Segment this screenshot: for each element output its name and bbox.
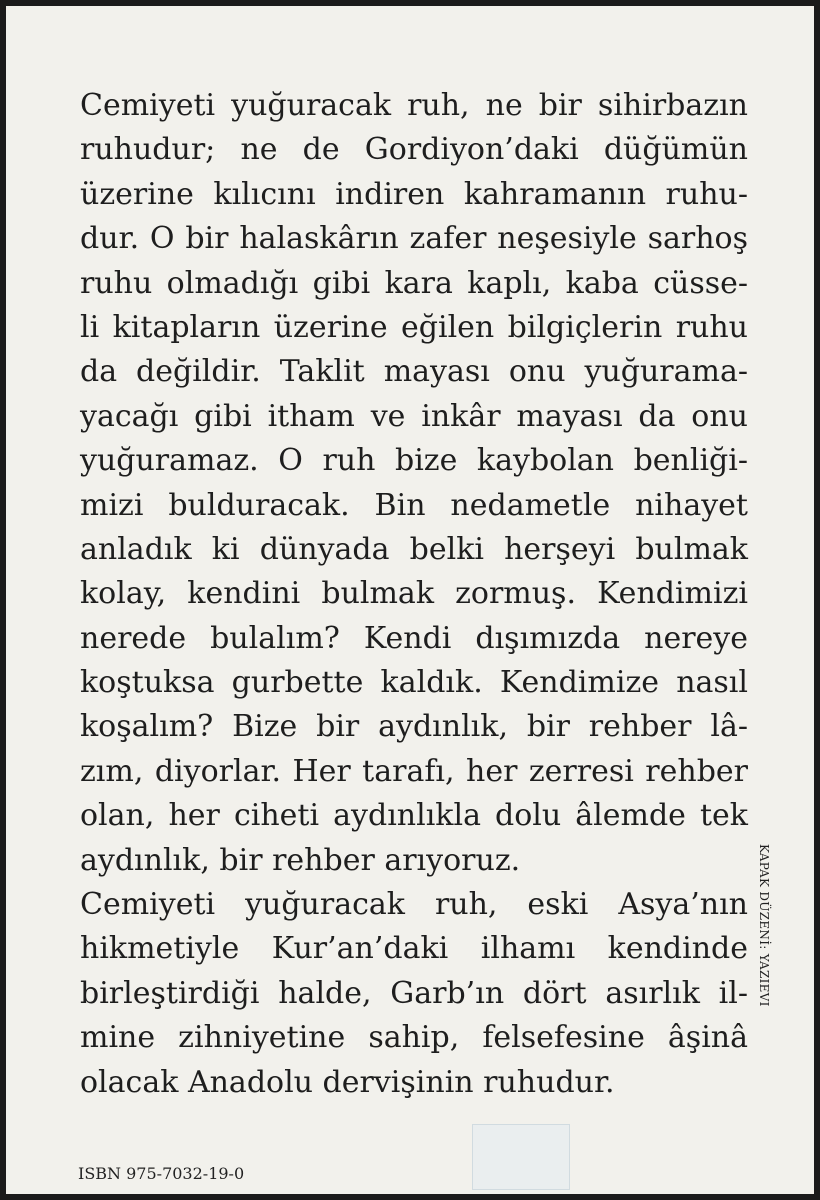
text-line: üzerine kılıcını indiren kahramanın ruhu- xyxy=(80,176,748,212)
back-cover-text xyxy=(80,84,748,1105)
isbn-number: ISBN 975-7032-19-0 xyxy=(78,1164,245,1183)
text-line: mine zihniyetine sahip, felsefesine âşinâ xyxy=(80,1020,748,1056)
cover-design-credit: KAPAK DÜZENİ: YAZIEVI xyxy=(757,844,771,1007)
text-line: hikmetiyle Kur’an’daki ilhamı kendinde xyxy=(80,931,748,967)
sticker-residue xyxy=(472,1124,570,1190)
text-line: yacağı gibi itham ve inkâr mayası da onu xyxy=(80,398,748,434)
text-line: dur. O bir halaskârın zafer neşesiyle sarhoş xyxy=(80,221,748,257)
text-line: koşalım? Bize bir aydınlık, bir rehber lâ- xyxy=(80,709,748,745)
text-line: nerede bulalım? Kendi dışımızda nereye xyxy=(80,620,748,656)
text-line: anladık ki dünyada belki herşeyi bulmak xyxy=(80,531,748,567)
text-line: li kitapların üzerine eğilen bilgiçlerin ruhu xyxy=(80,309,748,345)
text-line: kolay, kendini bulmak zormuş. Kendimizi xyxy=(80,576,748,612)
text-line: olacak Anadolu dervişinin ruhudur. xyxy=(80,1064,615,1100)
text-line: Cemiyeti yuğuracak ruh, eski Asya’nın xyxy=(80,887,748,923)
text-line: birleştirdiği halde, Garb’ın dört asırlık il- xyxy=(80,975,748,1011)
text-line: mizi bulduracak. Bin nedametle nihayet xyxy=(80,487,748,523)
text-line: koştuksa gurbette kaldık. Kendimize nasıl xyxy=(80,665,748,701)
text-line: zım, diyorlar. Her tarafı, her zerresi rehber xyxy=(80,753,748,789)
text-line: ruhudur; ne de Gordiyon’daki düğümün xyxy=(80,132,748,168)
text-line: olan, her ciheti aydınlıkla dolu âlemde tek xyxy=(80,798,748,834)
text-line: ruhu olmadığı gibi kara kaplı, kaba cüsse- xyxy=(80,265,748,301)
text-line: Cemiyeti yuğuracak ruh, ne bir sihirbazın xyxy=(80,88,748,123)
text-line: yuğuramaz. O ruh bize kaybolan benliği- xyxy=(80,443,748,479)
text-line: da değildir. Taklit mayası onu yuğurama- xyxy=(80,354,748,390)
back-cover-page xyxy=(6,6,814,1194)
text-line: aydınlık, bir rehber arıyoruz. xyxy=(80,842,521,878)
